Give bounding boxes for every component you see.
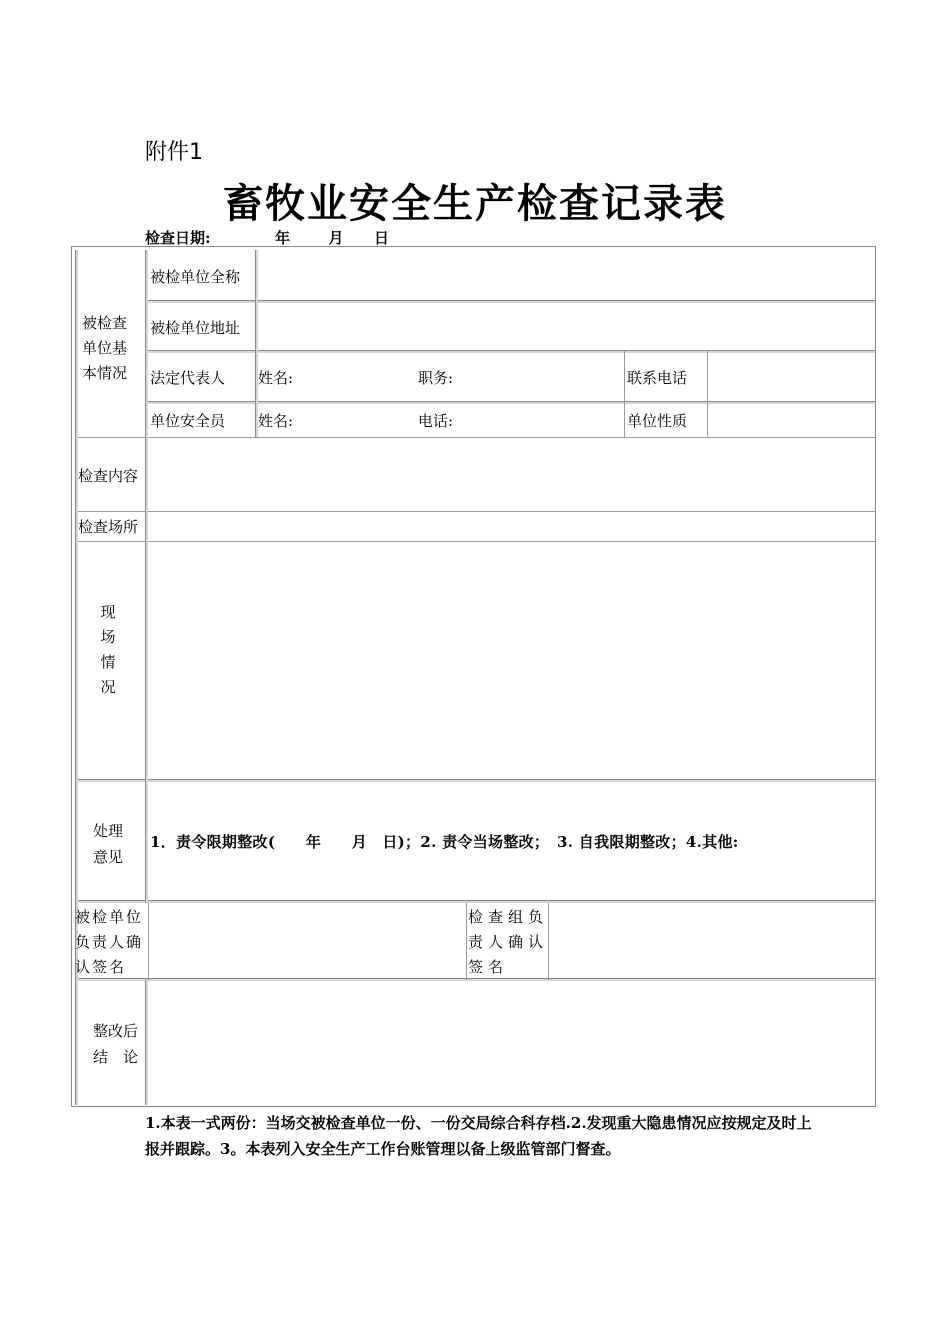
date-year: 年	[275, 229, 291, 247]
row-divider	[76, 511, 875, 512]
row-divider	[76, 437, 875, 438]
footnote: 1.本表一式两份：当场交被检查单位一份、一份交局综合科存档.2.发现重大隐患情况应按规定及时上报并跟踪。3。本表列入安全生产工作台账管理以备上级监管部门督查。	[145, 1114, 812, 1158]
legal-rep-post-label: 职务:	[418, 369, 454, 387]
full-name-label: 被检单位全称	[150, 268, 241, 286]
row-divider	[76, 541, 875, 542]
safety-officer-label: 单位安全员	[150, 412, 226, 430]
column-divider	[145, 250, 148, 903]
inspection-place-label: 检查场所	[78, 518, 139, 536]
date-label: 检查日期:	[145, 229, 211, 247]
address-label: 被检单位地址	[150, 319, 241, 337]
date-day: 日	[373, 229, 389, 247]
group-leader-signature-label: 检查组负 责人确认 签名	[468, 908, 549, 976]
column-divider	[145, 980, 148, 1105]
column-divider	[624, 350, 625, 437]
unit-nature-label: 单位性质	[627, 412, 688, 430]
unit-leader-signature-label: 被检单位 负责人确 认签名	[75, 908, 144, 976]
safety-officer-phone-label: 电话:	[418, 412, 454, 430]
date-month: 月	[328, 229, 344, 247]
inspection-content-label: 检查内容	[78, 467, 139, 485]
attachment-label: 附件1	[145, 140, 203, 165]
inspection-date-line	[145, 227, 389, 248]
site-situation-label: 现 场 情 况	[100, 603, 116, 696]
legal-rep-label: 法定代表人	[150, 369, 226, 387]
unit-info-section-label: 被检查 单位基 本情况	[82, 314, 128, 382]
contact-phone-label: 联系电话	[627, 369, 688, 387]
rectification-conclusion-label: 整改后 结 论	[93, 1022, 139, 1066]
column-divider	[466, 903, 467, 980]
row-divider	[76, 900, 875, 903]
handling-opinion-label: 处理 意见	[93, 822, 124, 866]
legal-rep-name-label: 姓名:	[258, 369, 294, 387]
safety-officer-name-label: 姓名:	[258, 412, 294, 430]
column-divider	[148, 903, 149, 980]
row-divider	[76, 779, 875, 782]
form-title: 畜牧业安全生产检查记录表	[223, 181, 727, 227]
column-divider	[548, 903, 549, 980]
column-divider	[707, 350, 708, 437]
handling-options: 1．责令限期整改( 年 月 日)；2. 责令当场整改； 3. 自我限期整改；4.其他:	[150, 833, 739, 851]
